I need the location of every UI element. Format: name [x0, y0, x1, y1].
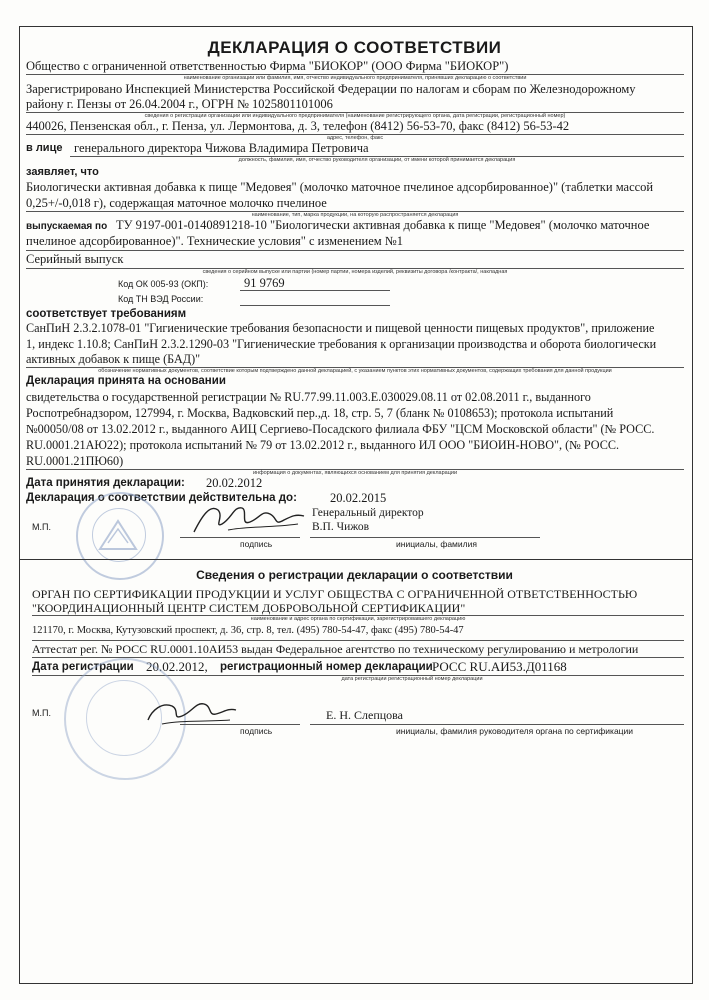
reg-caption: дата регистрации регистрационный номер декларации	[341, 676, 483, 682]
registration-body-line1: ОРГАН ПО СЕРТИФИКАЦИИ ПРОДУКЦИИ И УСЛУГ ОБЩЕСТВА С ОГРАНИЧЕННОЙ ОТВЕТСТВЕННОСТЬЮ	[32, 587, 638, 601]
product-caption: наименование, тип, марка продукции, на которую распространяется декларация	[251, 212, 459, 218]
sign1-role: Генеральный директор	[312, 507, 424, 519]
divider	[32, 640, 684, 641]
tnved-label: Код ТН ВЭД России:	[118, 294, 204, 304]
sign1-name-underline	[310, 537, 540, 538]
registration-address: 121170, г. Москва, Кутузовский проспект, д. 36, стр. 8, тел. (495) 780-54-47, факс (495) 780-54-47	[32, 625, 464, 636]
sign2-name-caption: инициалы, фамилия руководителя органа по сертификации	[396, 726, 634, 736]
product-line1: Биологически активная добавка к пище "Медовея" (молочко маточное пчелиное адсорбированное)" (таблетки массой	[26, 180, 654, 194]
section-separator	[19, 559, 693, 560]
registration-title: Сведения о регистрации декларации о соответствии	[196, 568, 513, 582]
basis-line4: RU.0001.21АЮ22); протокола испытаний № 79 от 13.02.2012 г., выданного ИЛ ООО "БИОИН-НОВО", (№ РОСС.	[26, 438, 620, 452]
basis-label: Декларация принята на основании	[26, 375, 226, 387]
accepted-value: 20.02.2012	[206, 476, 263, 490]
person-value: генерального директора Чижова Владимира Петровича	[74, 141, 369, 155]
requirements-caption: обозначение нормативных документов, соответствие которым подтверждено данной декларацией, с указанием пунктов этих нормативных документов, содержащих требования для данной продукции	[98, 368, 612, 374]
reg-number-value: РОСС RU.АИ53.Д01168	[432, 659, 567, 674]
signature-director-icon	[188, 496, 308, 540]
sign2-name: Е. Н. Слепцова	[326, 708, 403, 722]
registration-body-line2: "КООРДИНАЦИОННЫЙ ЦЕНТР СИСТЕМ ДОБРОВОЛЬНОЙ СЕРТИФИКАЦИИ"	[32, 601, 466, 615]
stamp-emblem-icon	[96, 515, 140, 555]
applicant-reg-line1: Зарегистрировано Инспекцией Министерства Российской Федерации по налогам и сборам по Железнодорожному	[26, 82, 636, 96]
mp-label: М.П.	[32, 522, 51, 532]
okp-underline	[240, 290, 390, 291]
applicant-reg-line2: району г. Пензы от 26.04.2004 г., ОГРН № 1025801101006	[26, 97, 333, 111]
reg-date-value: 20.02.2012,	[146, 659, 208, 674]
applicant-address-caption: адрес, телефон, факс	[326, 135, 384, 141]
produced-line2: пчелиное адсорбированное)". Технические условия" с изменением №1	[26, 234, 403, 248]
requirements-label: соответствует требованиям	[26, 308, 187, 320]
registration-attestat: Аттестат рег. № РОСС RU.0001.10АИ53 выдан Федеральное агентство по техническому регулированию и метрологии	[32, 642, 639, 656]
sign2-name-underline	[310, 724, 684, 725]
tnved-underline	[240, 305, 390, 306]
declares-label: заявляет, что	[26, 166, 99, 178]
divider	[26, 250, 684, 251]
produced-line1: ТУ 9197-001-0140891218-10 "Биологически активная добавка к пище "Медовея" (молочко маточное	[116, 218, 650, 232]
applicant-name: Общество с ограниченной ответственностью Фирма "БИОКОР" (ООО Фирма "БИОКОР")	[26, 59, 509, 73]
okp-label: Код ОК 005-93 (ОКП):	[118, 279, 209, 289]
reg-date-label: Дата регистрации	[32, 661, 134, 673]
okp-value: 91 9769	[244, 276, 285, 290]
sign2-caption: подпись	[240, 726, 273, 736]
applicant-address: 440026, Пензенская обл., г. Пенза, ул. Лермонтова, д. 3, телефон (8412) 56-53-70, факс (8412) 56-53-42	[26, 119, 570, 133]
valid-label: Декларация о соответствии действительна до:	[26, 492, 297, 504]
person-label: в лице	[26, 142, 63, 154]
person-caption: должность, фамилия, имя, отчество руководителя организации, от имени которой принимается декларация	[238, 157, 516, 163]
product-line2: 0,25+/-0,018 г), содержащая маточное молочко пчелиное	[26, 196, 327, 210]
basis-line5: RU.0001.21ПЮ60)	[26, 454, 124, 468]
requirements-line3: активных добавок к пище (БАД)"	[26, 352, 201, 366]
basis-line3: №00050/08 от 13.02.2012 г., выданного АИЦ Сергиево-Посадского филиала ФБУ "ЦСМ Московской области" (№ РОСС.	[26, 422, 655, 436]
registration-body-caption: наименование и адрес органа по сертификации, зарегистрировавшего декларацию	[250, 616, 466, 622]
sign1-caption: подпись	[240, 539, 273, 549]
applicant-name-caption: наименование организации или фамилия, имя, отчество индивидуального предпринимателя, принявших декларацию о соответствии	[183, 75, 527, 81]
applicant-reg-caption: сведения о регистрации организации или индивидуального предпринимателя (наименование регистрирующего органа, дата регистрации, регистрационный номер)	[144, 113, 566, 119]
basis-line1: свидетельства о государственной регистрации № RU.77.99.11.003.Е.030029.08.11 от 02.08.2011 г., выданного	[26, 390, 591, 404]
document-title: ДЕКЛАРАЦИЯ О СООТВЕТСТВИИ	[207, 38, 502, 57]
basis-line2: Роспотребнадзором, 127994, г. Москва, Вадковский пер.,д. 18, стр. 5, 7 (бланк № 0108653); протокола испытаний	[26, 406, 614, 420]
requirements-line2: 1, индекс 1.10.8; СанПиН 2.3.2.1290-03 "Гигиенические требования к организации производства и оборота биологически	[26, 337, 657, 351]
requirements-line1: СанПиН 2.3.2.1078-01 "Гигиенические требования безопасности и пищевой ценности пищевых продуктов", приложение	[26, 321, 655, 335]
serial-caption: сведения о серийном выпуске или партии (номер партии, номера изделий, реквизиты договора /контракта/, накладная	[202, 269, 508, 275]
basis-caption: информация о документах, являющихся основанием для принятия декларации	[252, 470, 458, 476]
serial-value: Серийный выпуск	[26, 252, 124, 266]
sign2-underline	[180, 724, 300, 725]
mp-label-2: М.П.	[32, 708, 51, 718]
reg-number-label: регистрационный номер декларации	[220, 661, 433, 673]
produced-label: выпускаемая по	[26, 221, 108, 232]
sign1-name-caption: инициалы, фамилия	[396, 539, 477, 549]
sign1-underline	[180, 537, 300, 538]
valid-value: 20.02.2015	[330, 491, 387, 505]
sign1-name: В.П. Чижов	[312, 521, 370, 533]
accepted-label: Дата принятия декларации:	[26, 477, 185, 489]
